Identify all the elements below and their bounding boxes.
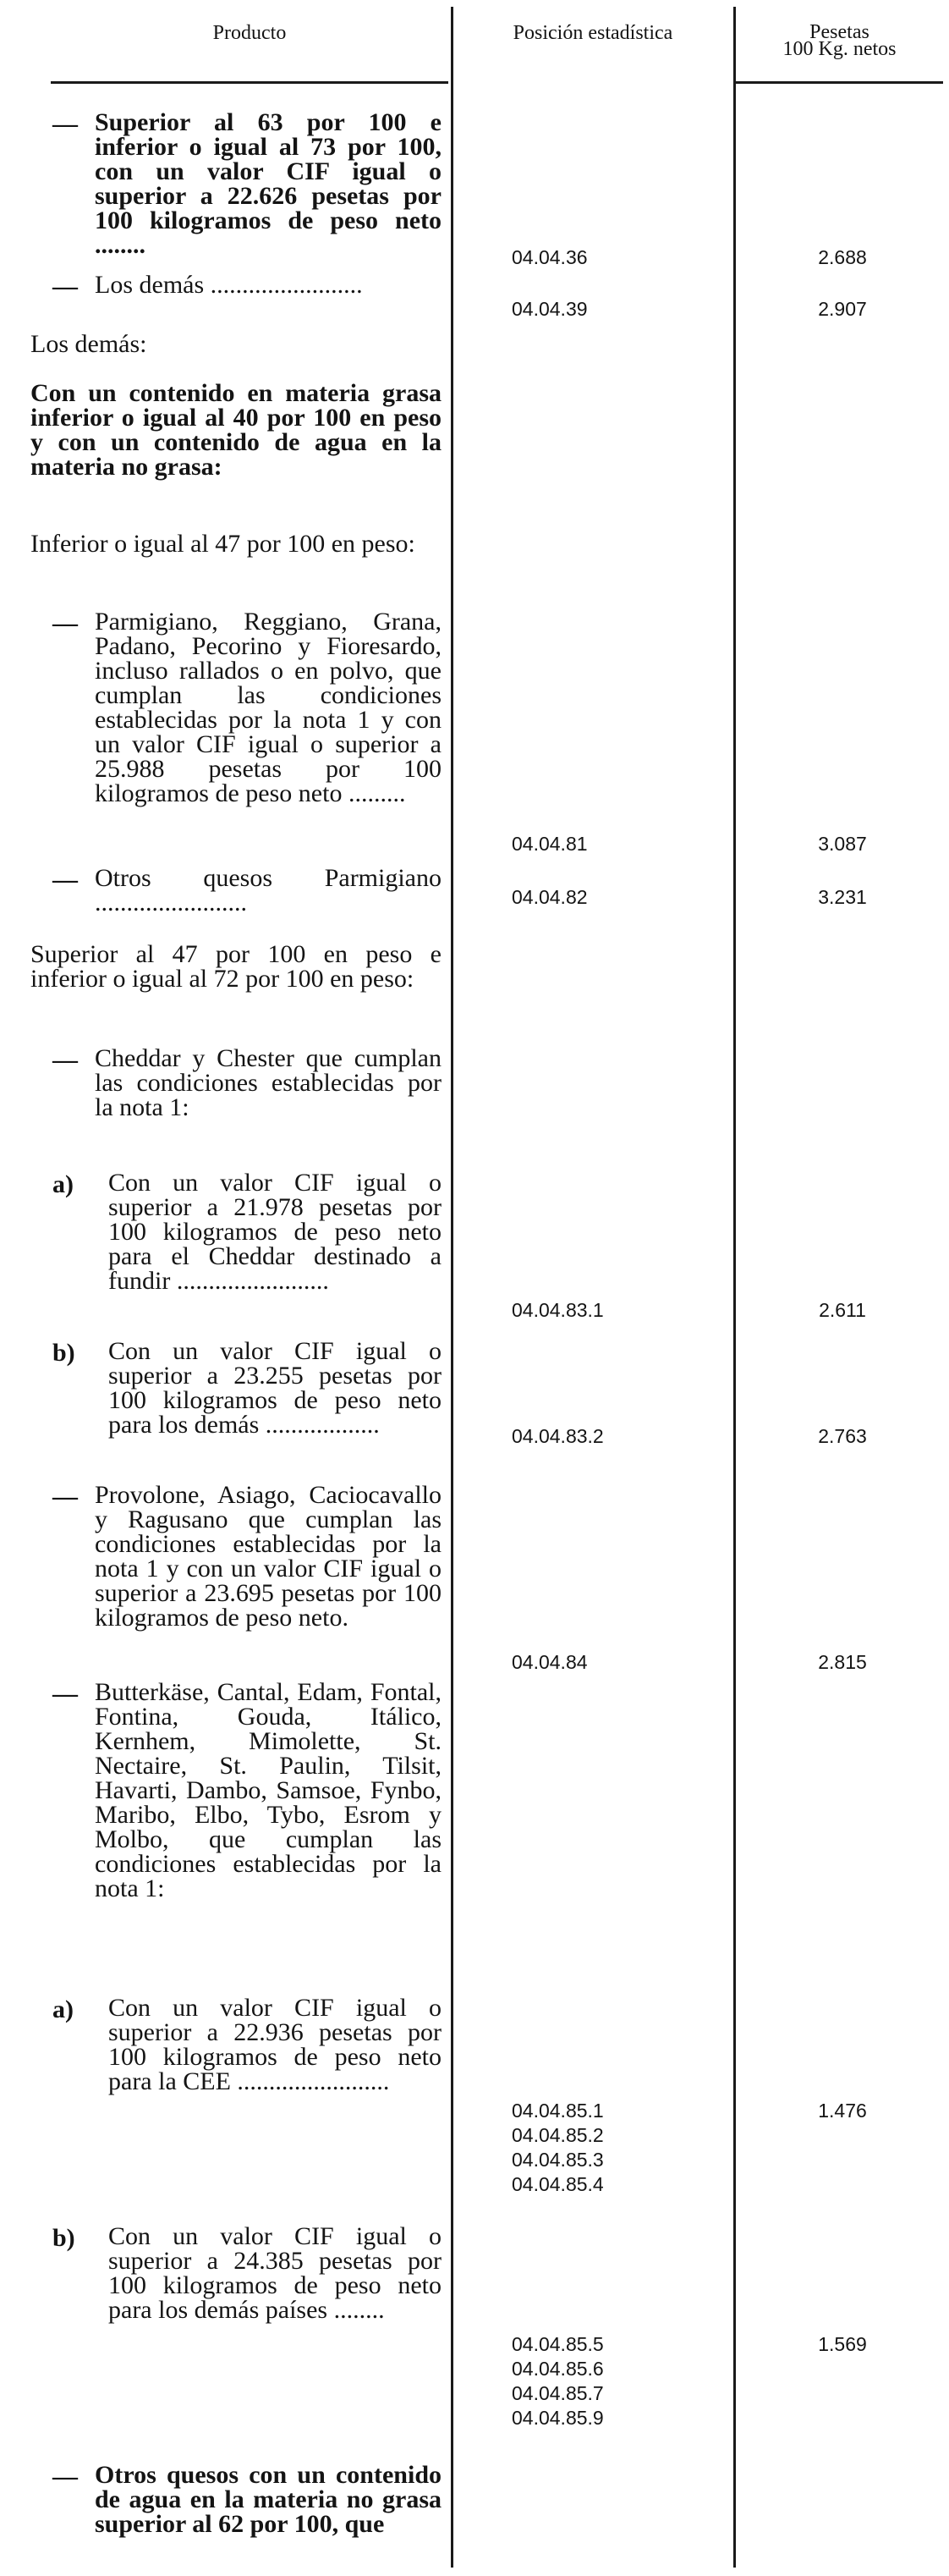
position-code: 04.04.81: [512, 833, 588, 855]
dash-marker: —: [52, 272, 78, 300]
product-text: Cheddar y Chester que cumplan las condiciones establecidas por la nota 1:: [95, 1044, 442, 1121]
header-pesetas-line1: Pesetas: [809, 21, 869, 43]
price-value: 2.763: [818, 1425, 867, 1447]
price-value: 2.907: [818, 298, 867, 320]
position-code: 04.04.39: [512, 298, 588, 320]
dash-marker: —: [52, 1483, 78, 1511]
product-text: Otros quesos con un contenido de agua en la materia no grasa superior al 62 por 100, que: [95, 2461, 442, 2538]
price-value: 2.688: [818, 246, 867, 268]
price-value: 1.569: [818, 2333, 867, 2355]
product-text: Con un valor CIF igual o superior a 23.255 pesetas por 100 kilogramos de peso neto para los demás ..................: [108, 1337, 442, 1439]
item-label: a): [52, 1995, 74, 2023]
item-label: a): [52, 1170, 74, 1198]
header-product: Producto: [212, 22, 287, 44]
header-pesetas-line2: 100 Kg. netos: [782, 38, 897, 60]
column-divider-2: [733, 7, 736, 2568]
dash-marker: —: [52, 609, 78, 637]
product-text: Superior al 63 por 100 e inferior o igual al 73 por 100, con un valor CIF igual o superior a 22.626 pesetas por 100 kilogramos de peso neto ........: [95, 108, 442, 259]
price-value: 2.815: [818, 1651, 867, 1673]
position-code: 04.04.85.5 04.04.85.6 04.04.85.7 04.04.85.9: [512, 2333, 604, 2429]
product-text: Otros quesos Parmigiano ........................: [95, 864, 442, 916]
dash-marker: —: [52, 1046, 78, 1074]
header-position: Posición estadística: [513, 22, 673, 44]
position-code: 04.04.83.2: [512, 1425, 604, 1447]
position-code: 04.04.82: [512, 886, 588, 908]
product-text: Con un valor CIF igual o superior a 21.978 pesetas por 100 kilogramos de peso neto para el Cheddar destinado a fundir ........................: [108, 1169, 442, 1295]
position-code: 04.04.36: [512, 246, 588, 268]
position-code: 04.04.83.1: [512, 1299, 604, 1321]
header-rule-right: [736, 81, 943, 84]
dash-marker: —: [52, 2463, 78, 2491]
product-text: Los demás ........................: [95, 271, 363, 299]
header-rule-left: [51, 81, 448, 84]
section-heading: Inferior o igual al 47 por 100 en peso:: [30, 530, 415, 558]
product-text: Con un valor CIF igual o superior a 22.936 pesetas por 100 kilogramos de peso neto para la CEE ........................: [108, 1994, 442, 2095]
item-label: b): [52, 2224, 75, 2252]
price-value: 1.476: [818, 2100, 867, 2122]
position-code: 04.04.84: [512, 1651, 588, 1673]
product-text: Parmigiano, Reggiano, Grana, Padano, Pecorino y Fioresardo, incluso rallados o en polvo, que cumplan las condiciones establecidas por la nota 1 y con un valor CIF igual o superior a 25.988 pesetas por 100 kilogramos de peso neto .........: [95, 608, 442, 807]
section-heading: Los demás:: [30, 330, 147, 358]
position-code: 04.04.85.1 04.04.85.2 04.04.85.3 04.04.85.4: [512, 2100, 604, 2195]
dash-marker: —: [52, 1680, 78, 1708]
price-value: 3.087: [818, 833, 867, 855]
price-value: 3.231: [818, 886, 867, 908]
product-text: Provolone, Asiago, Caciocavallo y Ragusano que cumplan las condiciones establecidas por la nota 1 y con un valor CIF igual o superior a 23.695 pesetas por 100 kilogramos de peso neto.: [95, 1481, 442, 1632]
product-text: Butterkäse, Cantal, Edam, Fontal, Fontina, Gouda, Itálico, Kernhem, Mimolette, St. Nectaire, St. Paulin, Tilsit, Havarti, Dambo, Samsoe, Fynbo, Maribo, Elbo, Tybo, Esrom y Molbo, que cumplan las condiciones establecidas por la nota 1:: [95, 1678, 442, 1902]
section-heading: Superior al 47 por 100 en peso e inferior o igual al 72 por 100 en peso:: [30, 940, 442, 993]
column-divider-1: [451, 7, 453, 2568]
dash-marker: —: [52, 866, 78, 894]
price-value: 2.611: [819, 1299, 866, 1321]
header-pesetas: [736, 21, 943, 60]
section-heading: Con un contenido en materia grasa inferior o igual al 40 por 100 en peso y con un contenido de agua en la materia no grasa:: [30, 379, 442, 481]
product-text: Con un valor CIF igual o superior a 24.385 pesetas por 100 kilogramos de peso neto para los demás países ........: [108, 2222, 442, 2324]
dash-marker: —: [52, 110, 78, 138]
item-label: b): [52, 1339, 75, 1367]
